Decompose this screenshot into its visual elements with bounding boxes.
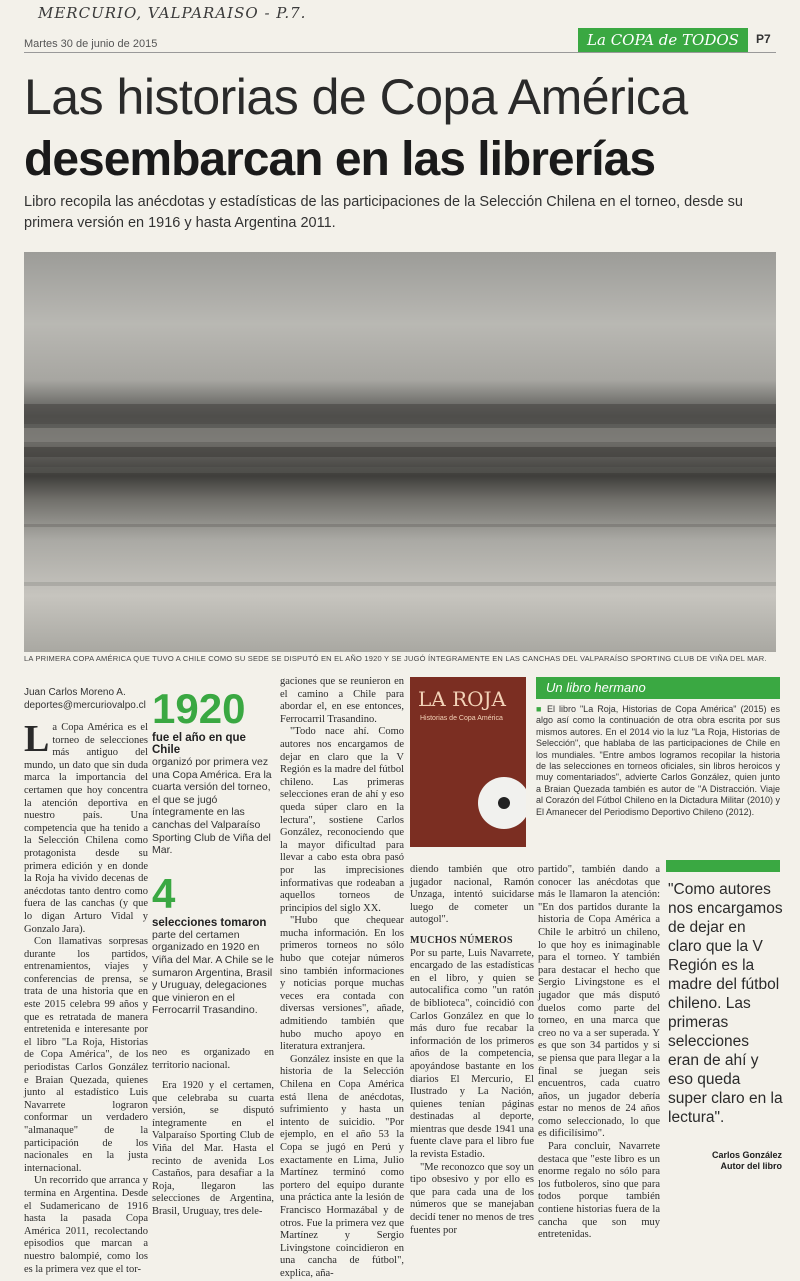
- stat-1-number: 1920: [152, 685, 246, 732]
- stat-1-text: organizó por primera vez una Copa América. Era la cuarta versión del torneo, el que se jugó íntegramente en las canchas del Valparaíso Sporting Club de Viña del Mar.: [152, 756, 272, 857]
- stat-2-label: selecciones tomaron: [152, 916, 267, 929]
- book-cover: [410, 677, 526, 847]
- drop-cap: L: [24, 718, 50, 760]
- sidebar-heading: Un libro hermano: [536, 677, 780, 699]
- pullquote-bar: [666, 860, 780, 872]
- section-tag: La COPA de TODOS: [578, 28, 748, 52]
- column-4: [410, 864, 534, 1237]
- headline-line-1: Las historias de Copa América: [24, 69, 688, 125]
- col4-paragraph-3: "Me reconozco que soy un tipo obsesivo y por ello es que para cada una de los números que se manejaban decidí tener no menos de tres fuentes por: [410, 1161, 534, 1236]
- photo-caption: LA PRIMERA COPA AMÉRICA QUE TUVO A CHILE COMO SU SEDE SE DISPUTÓ EN EL AÑO 1920 Y SE JUGÓ ÍNTEGRAMENTE EN LAS CANCHAS DEL VALPARAÍSO SPORTING CLUB DE VIÑA DEL MAR.: [24, 654, 767, 663]
- col2-paragraph-2: Era 1920 y el certamen, que celebraba su cuarta versión, se disputó íntegramente en el Valparaíso Sporting Club de Viña del Mar. Hasta el recinto de avenida Los Castaños, para desafiar a la Roja, llegaron las selecciones de Argentina, Brasil, Uruguay, tres dele-: [152, 1080, 274, 1218]
- byline-email: deportes@mercuriovalpo.cl: [24, 700, 146, 711]
- column-5: [538, 864, 660, 1242]
- headline-line-2: desembarcan en las librerías: [24, 133, 656, 186]
- col5-paragraph-1: partido", también dando a conocer las anécdotas que más le llamaron la atención: "En dos partidos durante la historia de Copa América a Chile le arbitró un chileno, lo que hoy es inimaginable para el torneo. Y también para destacar el hecho que Sergio Livingstone es el jugador que más disputó duelos como parte del torneo, en una marca que creo no va a ser superada. Y es que son 34 partidos y si se piensa que para llegar a la final se juegan seis encuentros, cada cuatro años, un jugador debería estar no menos de 24 años como seleccionado, lo que es dificilísimo".: [538, 864, 660, 1140]
- byline: [24, 686, 146, 712]
- col4-paragraph-2: Por su parte, Luis Navarrete, encargado de las estadísticas en el libro, y quien se autocalifica como "un ratón de biblioteca", coincidió con Carlos González en que lo más duro fue recabar la información de los primeros años de la competencia, apoyándose bastante en los diarios El Mercurio, El Ilustrado y La Nación, quienes tenían páginas destinadas al deporte, mientras que desde 1941 una fuente clave para el libro fue la revista Estadio.: [410, 947, 534, 1161]
- bullet-icon: ■: [536, 704, 543, 714]
- handwritten-note: MERCURIO, VALPARAISO - P.7.: [38, 4, 307, 22]
- pullquote-role: Autor del libro: [720, 1161, 782, 1171]
- col5-paragraph-2: Para concluir, Navarrete destaca que "este libro es un enorme regalo no sólo para los futboleros, sino que para todos porque también contiene historias fuera de la cancha que son muy entretenidas.: [538, 1141, 660, 1241]
- stat-1-label: fue el año en que Chile: [152, 732, 246, 756]
- column-1: [24, 718, 148, 1276]
- col1-paragraph-2: Con llamativas sorpresas durante los partidos, entrenamientos, viajes y conferencias de prensa, se trata de una historia que en este 2015 celebra 99 años y que es retratada de manera entretenida e interesante por el libro "La Roja, Historias de Copa América", de los periodistas Carlos González e Braian Quezada, quienes junto al estadístico Luis Navarrete lograron conformar un verdadero "almanaque" de la participación de los nacionales en la justa internacional.: [24, 936, 148, 1174]
- pullquote-attribution: [690, 1150, 782, 1172]
- col3-paragraph-3: "Hubo que chequear mucha información. En los primeros torneos no sólo hubo que cotejar números sino también informaciones y noticias porque muchas veces era contada con diversas versiones", añade, admitiendo también que hubo mucho apoyo en literatura extranjera.: [280, 915, 404, 1053]
- book-subtitle: Historias de Copa América: [420, 715, 503, 722]
- stadium-photo-scene: [24, 252, 776, 652]
- col1-paragraph-3: Un recorrido que arranca y termina en Argentina. Desde el Sudamericano de 1916 hasta la pasada Copa América 2011, recolectando episodios que marcan a nuestro balompié, como los es la primera vez que el tor-: [24, 1175, 148, 1275]
- sidebar-text: [536, 704, 780, 818]
- stadium-photo: [24, 252, 776, 652]
- col2-paragraph-1: neo es organizado en territorio nacional.: [152, 1046, 274, 1071]
- pullquote-author: Carlos González: [711, 1150, 782, 1160]
- issue-date: Martes 30 de junio de 2015: [24, 38, 158, 50]
- subhead: MUCHOS NÚMEROS: [410, 934, 513, 946]
- col4-paragraph-1: diendo también que otro jugador nacional, Ramón Unzaga, intentó suicidarse luego de cometer un autogol".: [410, 864, 534, 926]
- pullquote: "Como autores nos encargamos de dejar en claro que la V Región es la madre del fútbol chileno. Las primeras selecciones eran de ahí y eso queda super claro en la lectura".: [668, 881, 783, 1126]
- column-3: [280, 676, 404, 1281]
- col3-paragraph-1: gaciones que se reunieron en el camino a Chile para abordar el, en ese entonces, Ferrocarril Trasandino.: [280, 676, 404, 725]
- byline-name: Juan Carlos Moreno A.: [24, 687, 126, 698]
- book-title: LA ROJA: [418, 687, 506, 711]
- col3-paragraph-2: "Todo nace ahí. Como autores nos encargamos de dejar en claro que la V Región es la madre del fútbol chileno. Las primeras selecciones eran de ahí y eso queda súper claro en la lectura", sostiene Carlos González, reconociendo que la mayor dificultad para llevar a cabo esta obra pasó por las imprecisiones informativas que rodeaban a aquellos torneos de principios del siglo XX.: [280, 726, 404, 914]
- stat-2-text: parte del certamen organizado en 1920 en Viña del Mar. A Chile se le sumaron Argentina, Brasil y Uruguay, delegaciones que vinieron en el Ferrocarril Trasandino.: [152, 928, 274, 1017]
- dek: Libro recopila las anécdotas y estadísticas de las participaciones de la Selección Chilena en el torneo, desde su primera versión en 1916 y hasta Argentina 2011.: [24, 194, 743, 231]
- col1-paragraph-1: a Copa América es el torneo de selecciones más antiguo del mundo, un dato que sin duda marca la importancia del certamen que hoy concentra la atención deportiva en nuestro país. Una competencia que ha tenido a la Selección Chilena como protagonista desde su primera edición y en donde la Roja ha vivido decenas de anécdotas tanto dentro como fuera de las canchas (y que lo digan Arturo Vidal y Gonzalo Jara).: [24, 722, 148, 935]
- header-rule: [24, 52, 776, 53]
- col3-paragraph-4: González insiste en que la historia de la Selección Chilena en Copa América está llena de anécdotas, sufrimiento y hasta un intento de suicidio. "Por ejemplo, en el año 53 la Copa se jugó en Perú y exactamente en Lima, Julio Martínez terminó como portero del equipo durante una práctica ante la lesión de Francisco Hormazábal y de otros. Fue la primera vez que Martínez y Sergio Livingstone coincidieron en una cancha de fútbol", explica, aña-: [280, 1053, 404, 1279]
- page-number: P7: [756, 32, 771, 46]
- column-2: [152, 686, 274, 1219]
- sidebar-body: El libro "La Roja, Historias de Copa América" (2015) es algo así como la continuación de otra obra escrita por sus mismos autores. En el 2014 vio la luz "La Roja, Historias de Selección", que hablaba de las participaciones de Chile en los mundiales. "Entre ambos logramos recopilar la historia de las selecciones en torneos oficiales, sin libros heroicos y muy comentariados", advierte Carlos González, quien junto a Braian Quezada también es autor de "A Distracción. Viaje al Corazón del Fútbol Chileno en la Dictadura Militar (2010) y El Amanecer del Periodismo Deportivo Chileno (2012).: [536, 704, 780, 817]
- stat-2-number: 4: [152, 869, 176, 917]
